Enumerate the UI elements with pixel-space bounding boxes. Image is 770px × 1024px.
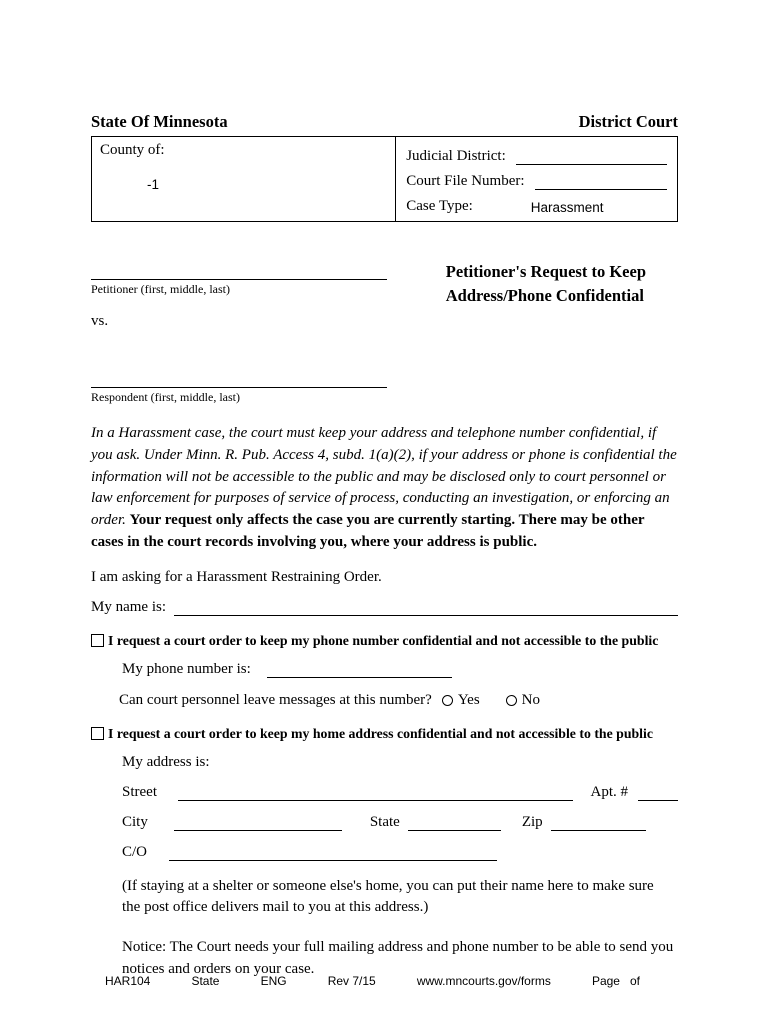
footer-language: ENG — [260, 974, 287, 988]
phone-number-row — [122, 661, 678, 678]
form-title-line1: Petitioner's Request to Keep — [445, 262, 646, 281]
asking-line: I am asking for a Harassment Restraining Order. — [91, 568, 382, 585]
parties-section — [91, 262, 678, 405]
respondent-caption: Respondent (first, middle, last) — [91, 390, 240, 404]
case-type-row — [406, 190, 667, 215]
messages-yes-label: Yes — [457, 691, 480, 708]
shelter-note: (If staying at a shelter or someone else's home, you can put their name here to make sure the post office delivers mail to you at this address.) — [122, 877, 654, 916]
form-title — [446, 260, 646, 308]
case-type-value[interactable]: Harassment — [530, 200, 604, 215]
county-label: County of: — [100, 142, 165, 158]
messages-no-label: No — [521, 691, 540, 708]
footer-page-label: Page — [591, 974, 620, 988]
intro-italic-text: In a Harassment case, the court must keep your address and telephone number confidential, if you ask. Under Minn. R. Pub. Access 4, subd. 1(a)(2), if your address or phone is confidential the information will not be accessible to the public and may be disclosed only to court personnel or law enforcement for purposes of service of process, conducting an investigation, or enforcing an order. — [91, 425, 677, 528]
form-title-line2: Address/Phone Confidential — [445, 285, 644, 305]
footer-form-number: HAR104 — [105, 974, 151, 988]
city-state-zip-row — [122, 814, 678, 831]
street-input[interactable] — [178, 787, 573, 801]
footer-website: www.mncourts.gov/forms — [416, 974, 551, 988]
address-label: My address is: — [122, 753, 210, 770]
petitioner-name-input[interactable] — [91, 266, 387, 280]
court-file-number-input[interactable] — [535, 172, 667, 190]
footer-of-label: of — [629, 974, 640, 988]
footer-revision: Rev 7/15 — [327, 974, 376, 988]
case-caption-table — [91, 136, 678, 222]
notice-text: Notice: The Court needs your full mailing address and phone number to be able to send you notices and orders on your case. — [122, 939, 674, 977]
case-type-label: Case Type: — [406, 198, 473, 214]
address-confidential-row — [91, 726, 678, 742]
case-info-cell — [396, 137, 677, 221]
messages-row — [119, 692, 678, 709]
city-label: City — [122, 813, 148, 830]
judicial-district-row — [406, 140, 667, 165]
messages-question: Can court personnel leave messages at this number? — [119, 691, 432, 708]
footer-jurisdiction: State — [191, 974, 220, 988]
apt-input[interactable] — [638, 787, 678, 801]
phone-number-label: My phone number is: — [122, 660, 251, 677]
county-cell — [92, 137, 396, 221]
respondent-name-input[interactable] — [91, 374, 387, 388]
phone-checkbox-label: I request a court order to keep my phone number confidential and not accessible to the public — [108, 632, 659, 648]
street-row — [122, 784, 678, 801]
address-confidential-checkbox[interactable] — [91, 727, 104, 740]
zip-label: Zip — [521, 813, 543, 830]
messages-no-radio[interactable] — [506, 695, 517, 706]
intro-paragraph — [91, 423, 678, 554]
zip-input[interactable] — [551, 817, 646, 831]
phone-confidential-row — [91, 633, 678, 649]
vs-label: vs. — [91, 313, 109, 329]
name-row — [91, 599, 678, 616]
name-label: My name is: — [91, 598, 166, 615]
state-label: State — [369, 813, 400, 830]
phone-number-input[interactable] — [267, 664, 452, 678]
form-footer — [105, 974, 640, 988]
state-input[interactable] — [408, 817, 501, 831]
footer-page-of — [592, 974, 640, 988]
street-label: Street — [122, 783, 157, 800]
messages-yes-radio[interactable] — [442, 695, 453, 706]
court-title: District Court — [578, 112, 678, 131]
petitioner-caption: Petitioner (first, middle, last) — [91, 282, 230, 296]
phone-confidential-checkbox[interactable] — [91, 634, 104, 647]
parties-names — [91, 266, 396, 405]
co-row — [122, 844, 678, 861]
intro-bold-text: Your request only affects the case you are currently starting. There may be other cases in the court records involving you, where your address is public. — [91, 512, 645, 550]
apt-label: Apt. # — [590, 783, 628, 800]
name-input[interactable] — [174, 602, 678, 616]
form-header — [91, 112, 678, 132]
court-file-number-label: Court File Number: — [406, 173, 525, 189]
address-checkbox-label: I request a court order to keep my home address confidential and not accessible to the public — [108, 725, 653, 741]
co-input[interactable] — [169, 847, 497, 861]
judicial-district-label: Judicial District: — [406, 148, 506, 164]
co-label: C/O — [122, 843, 148, 860]
judicial-district-input[interactable] — [516, 147, 667, 165]
court-file-number-row — [406, 165, 667, 190]
city-input[interactable] — [174, 817, 342, 831]
state-title: State Of Minnesota — [91, 112, 228, 131]
county-value[interactable]: -1 — [147, 177, 160, 192]
